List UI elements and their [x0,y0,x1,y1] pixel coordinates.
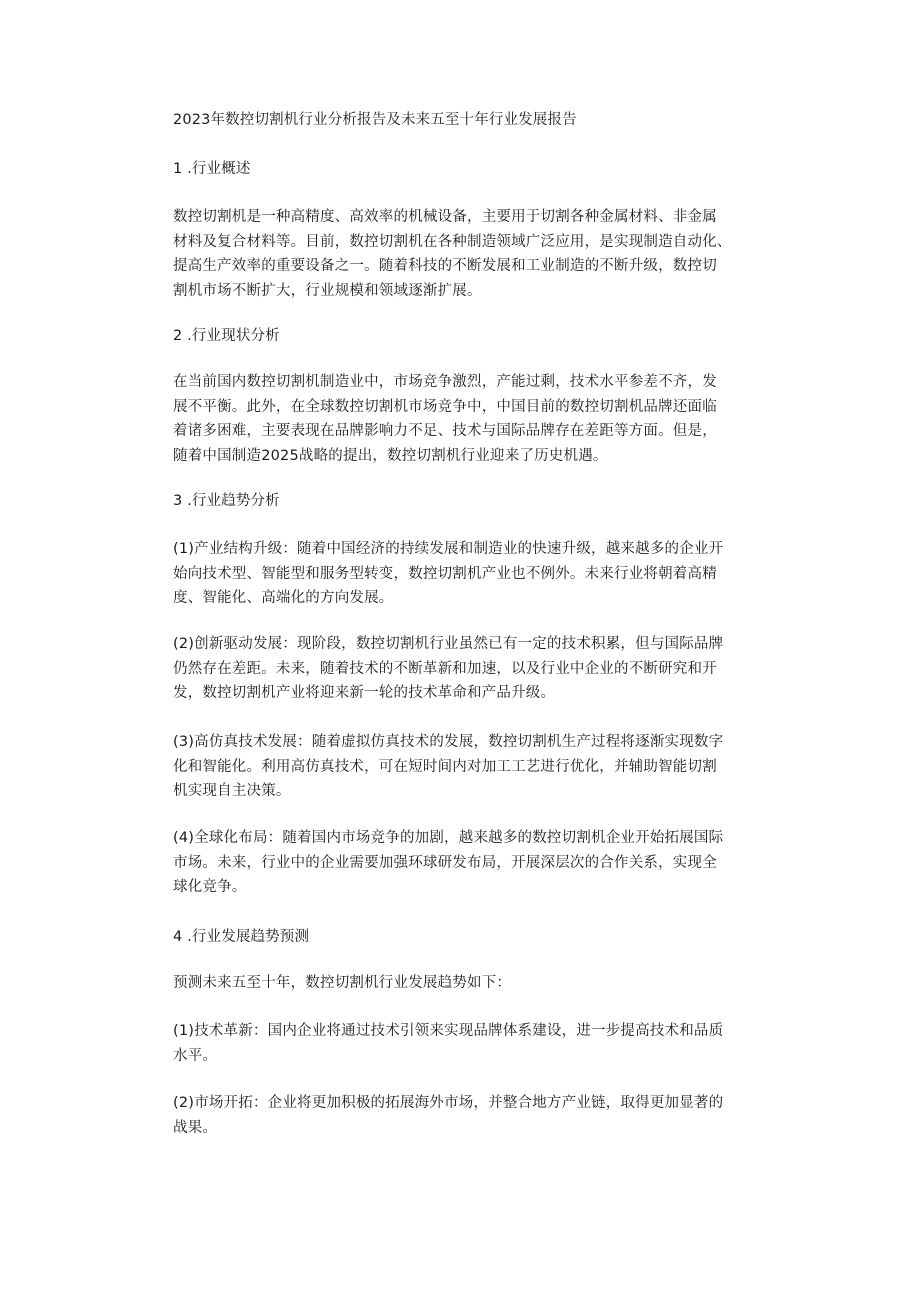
paragraph-line: 着诸多困难，主要表现在品牌影响力不足、技术与国际品牌存在差距等方面。但是， [173,423,717,439]
paragraph-line: (2)创新驱动发展：现阶段，数控切割机行业虽然已有一定的技术积累，但与国际品牌 [173,636,724,652]
paragraph-trend-2 [173,632,758,706]
paragraph-line: 战果。 [173,1119,218,1136]
paragraph-line: 发，数控切割机产业将迎来新一轮的技术革命和产品升级。 [173,685,556,701]
paragraph-line: 割机市场不断扩大，行业规模和领域逐渐扩展。 [173,282,482,299]
paragraph-line: (4)全球化布局：随着国内市场竞争的加剧，越来越多的数控切割机企业开始拓展国际 [173,830,724,846]
paragraph-line: 随着中国制造2025战略的提出，数控切割机行业迎来了历史机遇。 [173,447,608,464]
paragraph-trend-1 [173,537,758,611]
paragraph-line: 机实现自主决策。 [173,783,291,799]
section-heading-4: 4 .行业发展趋势预测 [173,929,310,945]
paragraph-line: 展不平衡。此外，在全球数控切割机市场竞争中，中国目前的数控切割机品牌还面临 [173,398,717,415]
paragraph-line: 球化竞争。 [173,879,247,895]
paragraph-line: 在当前国内数控切割机制造业中，市场竞争激烈，产能过剩，技术水平参差不齐，发 [173,374,717,390]
section-heading-1: 1 .行业概述 [173,161,251,177]
paragraph-line: 水平。 [173,1047,218,1064]
paragraph-line: 化和智能化。利用高仿真技术，可在短时间内对加工工艺进行优化，并辅助智能切割 [173,758,717,775]
paragraph-trend-3 [173,730,758,804]
section-heading-2: 2 .行业现状分析 [173,328,280,344]
paragraph-line: (1)产业结构升级：随着中国经济的持续发展和制造业的快速升级，越来越多的企业开 [173,541,724,557]
paragraph-overview [173,205,758,303]
paragraph-line: (1)技术革新：国内企业将通过技术引领来实现品牌体系建设，进一步提高技术和品质 [173,1023,724,1039]
paragraph-line: (3)高仿真技术发展：随着虚拟仿真技术的发展，数控切割机生产过程将逐渐实现数字 [173,734,724,750]
paragraph-line: 始向技术型、智能型和服务型转变，数控切割机产业也不例外。未来行业将朝着高精 [173,565,717,582]
document-title: 2023年数控切割机行业分析报告及未来五至十年行业发展报告 [173,112,577,128]
paragraph-status [173,370,758,468]
paragraph-line: 数控切割机是一种高精度、高效率的机械设备，主要用于切割各种金属材料、非金属 [173,209,717,225]
paragraph-trend-4 [173,826,758,900]
paragraph-line: (2)市场开拓：企业将更加积极的拓展海外市场，并整合地方产业链，取得更加显著的 [173,1095,724,1111]
paragraph-forecast-1 [173,1019,758,1068]
paragraph-line: 预测未来五至十年，数控切割机行业发展趋势如下： [173,975,512,991]
paragraph-forecast-intro [173,971,758,996]
paragraph-line: 材料及复合材料等。目前，数控切割机在各种制造领域广泛应用，是实现制造自动化、 [173,233,732,250]
paragraph-line: 市场。未来，行业中的企业需要加强环球研发布局，开展深层次的合作关系，实现全 [173,854,717,871]
paragraph-line: 度、智能化、高端化的方向发展。 [173,590,394,606]
paragraph-line: 仍然存在差距。未来，随着技术的不断革新和加速，以及行业中企业的不断研究和开 [173,660,717,677]
section-heading-3: 3 .行业趋势分析 [173,493,280,509]
paragraph-line: 提高生产效率的重要设备之一。随着科技的不断发展和工业制造的不断升级，数控切 [173,258,717,274]
paragraph-forecast-2 [173,1091,758,1140]
